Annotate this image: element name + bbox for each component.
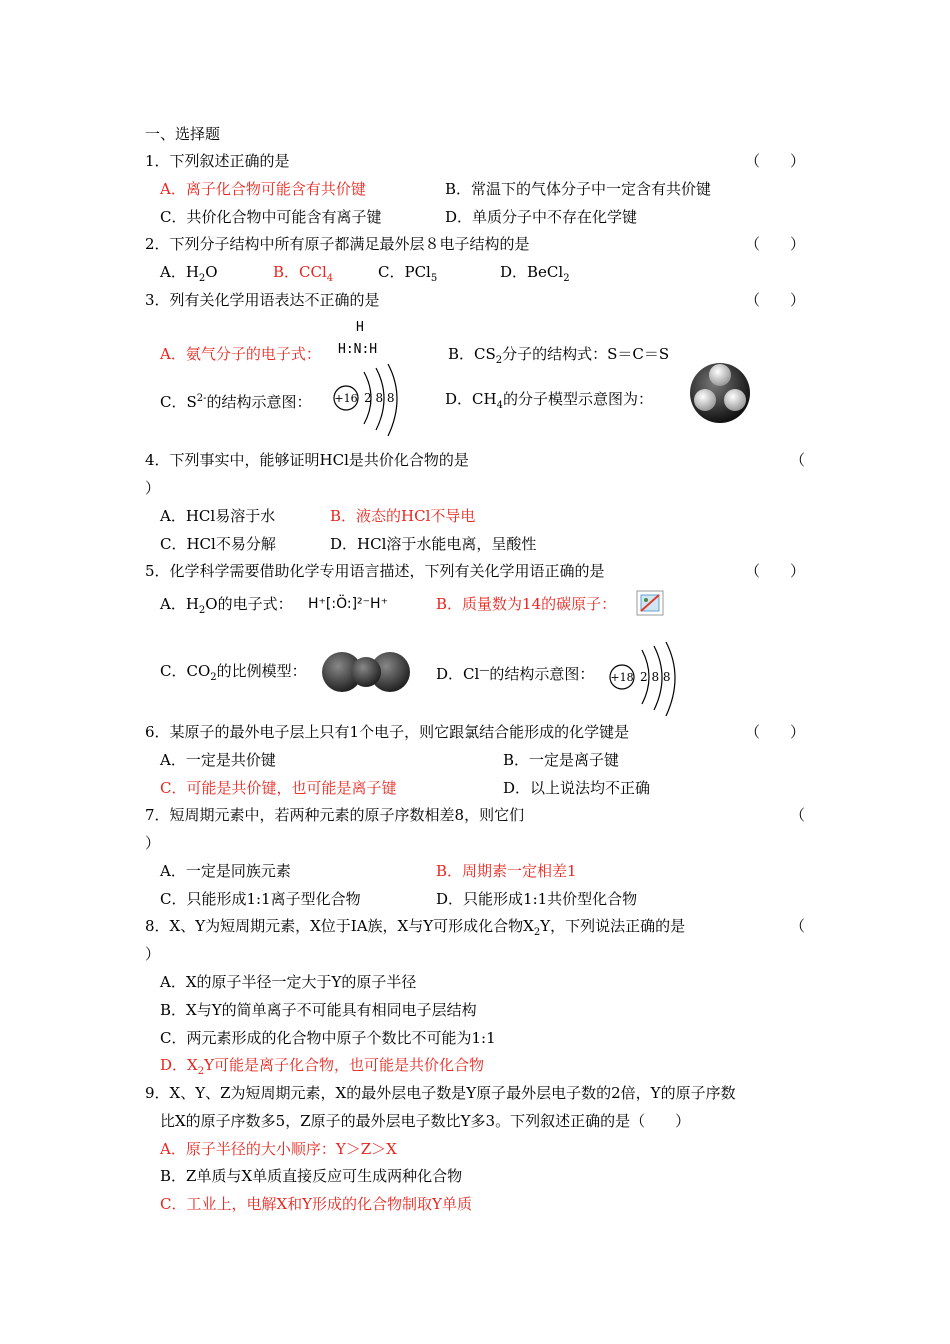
q6-option-b: B．一定是离子键 — [503, 751, 620, 769]
q3-option-a: A．氨气分子的电子式： — [160, 345, 321, 363]
s2-nucleus-label: +16 — [334, 392, 358, 405]
q4-option-a: A．HCl易溶于水 — [160, 507, 276, 525]
q5-option-c: C．$CO_2$的比例模型： — [160, 662, 307, 683]
q2-option-a: A．$H_2O$ — [160, 263, 218, 284]
q5-blank: （ ） — [745, 562, 806, 580]
q4-stem: 4．下列事实中，能够证明HCl是共价化合物的是 — [145, 451, 469, 469]
q8-blank-close: ） — [145, 945, 161, 963]
q3-option-d: D．$CH_4$的分子模型示意图为： — [445, 390, 653, 411]
q1-option-b: B．常温下的气体分子中一定含有共价键 — [445, 180, 712, 198]
q7-option-a: A．一定是同族元素 — [160, 862, 291, 880]
q9-stem-line2: 比X的原子序数多5，Z原子的最外层电子数比Y多3。下列叙述正确的是（ ） — [160, 1112, 691, 1130]
q5-option-d: D．Cl—的结构示意图： — [436, 665, 595, 683]
q5-option-a: A．$H_2O$的电子式： — [160, 595, 293, 616]
co2-model-image — [320, 650, 412, 694]
q8-option-d: D．$X_2Y$可能是离子化合物，也可能是共价化合物 — [160, 1056, 484, 1077]
q9-option-c: C．工业上，电解X和Y形成的化合物制取Y单质 — [160, 1195, 472, 1213]
broken-image-icon — [636, 590, 664, 616]
q1-stem: 1．下列叙述正确的是 — [145, 152, 290, 170]
q9-stem-line1: 9．X、Y、Z为短周期元素，X的最外层电子数是Y原子最外层电子数的2倍，Y的原子序数 — [145, 1084, 736, 1102]
q6-option-d: D．以上说法均不正确 — [503, 779, 651, 797]
q2-stem: 2．下列分子结构中所有原子都满足最外层８电子结构的是 — [145, 235, 530, 253]
q7-blank-close: ） — [145, 834, 161, 852]
q3-option-b: B．$CS_2$分子的结构式：S＝C＝S — [448, 345, 670, 366]
q7-blank-open: （ — [790, 806, 806, 824]
q1-option-a: A．离子化合物可能含有共价键 — [160, 180, 366, 198]
q3-blank: （ ） — [745, 291, 806, 309]
q7-stem: 7．短周期元素中，若两种元素的原子序数相差8，则它们 — [145, 806, 525, 824]
q4-option-b: B．液态的HCl不导电 — [330, 507, 476, 525]
q4-option-d: D．HCl溶于水能电离，呈酸性 — [330, 535, 537, 553]
q9-option-b: B．Z单质与X单质直接反应可生成两种化合物 — [160, 1167, 463, 1185]
q6-blank: （ ） — [745, 723, 806, 741]
q7-option-c: C．只能形成1:1离子型化合物 — [160, 890, 361, 908]
q6-stem: 6．某原子的最外电子层上只有1个电子，则它跟氯结合能形成的化学键是 — [145, 723, 630, 741]
q4-option-c: C．HCl不易分解 — [160, 535, 276, 553]
q5-h2o-formula: H⁺[:Ö:]²⁻H⁺ — [308, 596, 388, 612]
q2-option-d: D．BeCl$_2$ — [500, 263, 570, 284]
q2-option-c: C．PCl$_5$ — [378, 263, 438, 284]
s2-ion-structure-diagram — [328, 364, 408, 444]
q7-option-b: B．周期素一定相差1 — [436, 862, 577, 880]
q3-nh3-formula: H:N:H — [338, 342, 378, 357]
q8-option-c: C．两元素形成的化合物中原子个数比不可能为1:1 — [160, 1029, 496, 1047]
q4-blank-open: （ — [790, 451, 806, 469]
ch4-model-image — [685, 358, 755, 428]
q8-blank-open: （ — [790, 917, 806, 935]
q1-option-d: D．单质分子中不存在化学键 — [445, 208, 638, 226]
q8-option-a: A．X的原子半径一定大于Y的原子半径 — [160, 973, 417, 991]
cl-nucleus-label: +18 — [610, 671, 634, 684]
cl-shell-label: 2 8 8 — [640, 670, 671, 684]
q1-blank: （ ） — [745, 152, 806, 170]
q1-option-c: C．共价化合物中可能含有离子键 — [160, 208, 382, 226]
q7-option-d: D．只能形成1:1共价型化合物 — [436, 890, 638, 908]
q9-option-a: A．原子半径的大小顺序：Y＞Z＞X — [160, 1140, 397, 1158]
q3-nh3-formula-top: H — [356, 320, 364, 335]
q6-option-c: C．可能是共价键，也可能是离子键 — [160, 779, 397, 797]
q5-stem: 5．化学科学需要借助化学专用语言描述，下列有关化学用语正确的是 — [145, 562, 605, 580]
q2-option-b: B．CCl$_4$ — [273, 263, 334, 284]
q8-stem: 8．X、Y为短周期元素，X位于IA族，X与Y可形成化合物$X_2Y$，下列说法正确的是 — [145, 917, 686, 938]
q5-option-b: B．质量数为14的碳原子： — [436, 595, 617, 613]
q3-option-c: C．$S^{2-}$的结构示意图： — [160, 393, 312, 411]
q2-blank: （ ） — [745, 235, 806, 253]
s2-shell-label: 2 8 8 — [364, 391, 395, 405]
q3-stem: 3．列有关化学用语表达不正确的是 — [145, 291, 380, 309]
cl-ion-structure-diagram — [604, 640, 686, 720]
q8-option-b: B．X与Y的简单离子不可能具有相同电子层结构 — [160, 1001, 477, 1019]
section-title: 一、选择题 — [145, 125, 221, 143]
q6-option-a: A．一定是共价键 — [160, 751, 276, 769]
q4-blank-close: ） — [145, 479, 161, 497]
